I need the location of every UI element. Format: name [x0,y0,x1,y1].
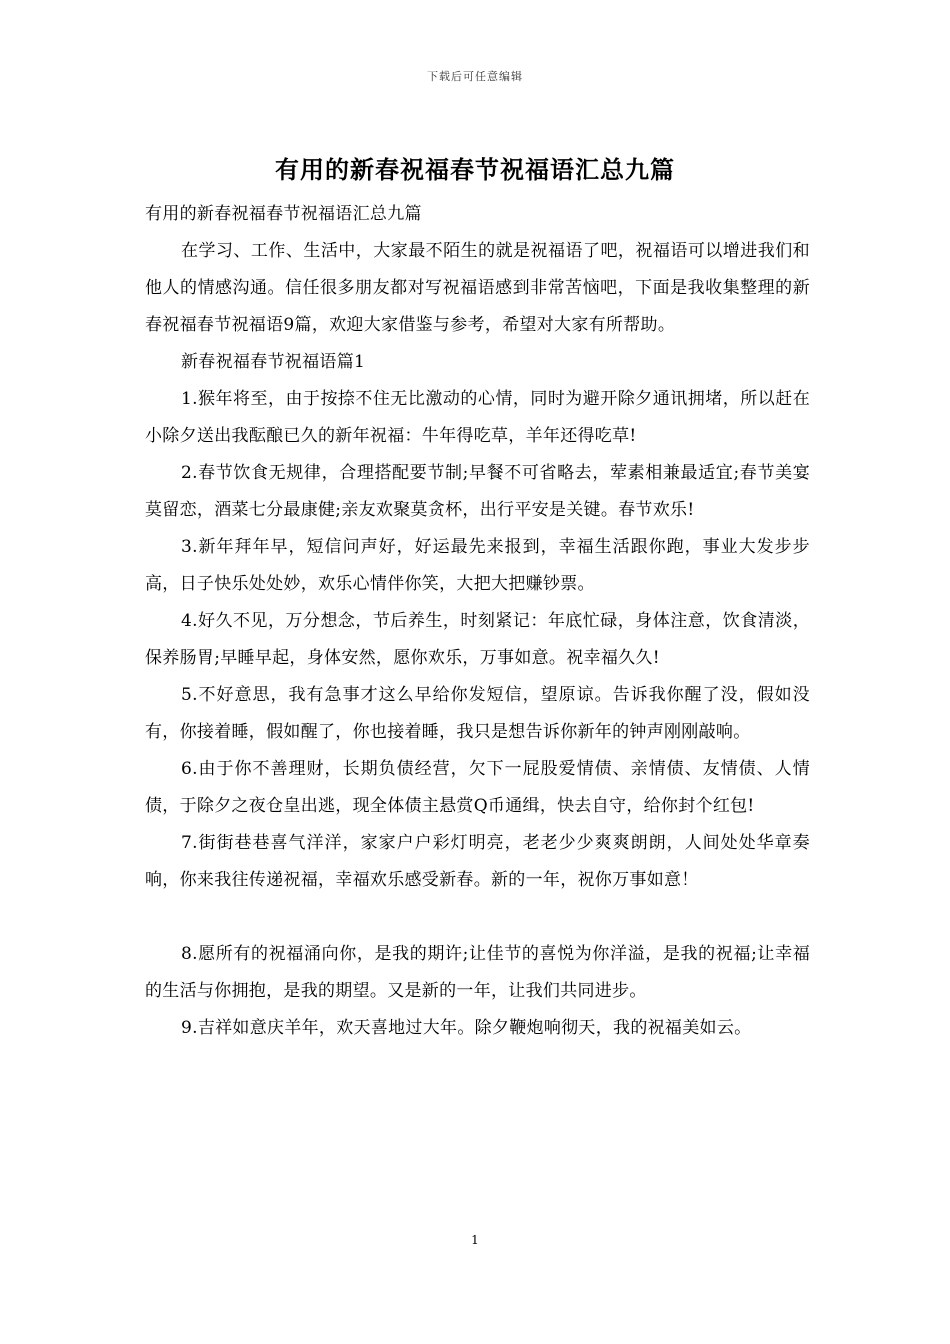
list-item: 2.春节饮食无规律，合理搭配要节制;早餐不可省略去，荤素相兼最适宜;春节美宴莫留恋，酒菜七分最康健;亲友欢聚莫贪杯，出行平安是关键。春节欢乐! [145,463,810,520]
section-heading: 新春祝福春节祝福语篇1 [181,352,366,372]
list-item: 1.猴年将至，由于按捺不住无比激动的心情，同时为避开除夕通讯拥堵，所以赶在小除夕送出我酝酿已久的新年祝福：牛年得吃草，羊年还得吃草! [145,389,810,446]
document-subtitle: 有用的新春祝福春节祝福语汇总九篇 [145,204,422,224]
blank-line [145,899,810,936]
list-item: 7.街街巷巷喜气洋洋，家家户户彩灯明亮，老老少少爽爽朗朗，人间处处华章奏响，你来我往传递祝福，幸福欢乐感受新春。新的一年，祝你万事如意！ [145,833,810,890]
header-note: 下载后可任意编辑 [427,70,523,83]
page-number: 1 [471,1233,479,1247]
list-item: 9.吉祥如意庆羊年，欢天喜地过大年。除夕鞭炮响彻天，我的祝福美如云。 [181,1018,752,1038]
document-title: 有用的新春祝福春节祝福语汇总九篇 [275,155,675,184]
list-item: 5.不好意思，我有急事才这么早给你发短信，望原谅。告诉我你醒了没，假如没有，你接着睡，假如醒了，你也接着睡，我只是想告诉你新年的钟声刚刚敲响。 [145,685,810,742]
list-item: 4.好久不见，万分想念，节后养生，时刻紧记：年底忙碌，身体注意，饮食清淡，保养肠胃;早睡早起，身体安然，愿你欢乐，万事如意。祝幸福久久! [145,611,810,668]
document-body [145,196,810,1047]
list-item: 8.愿所有的祝福涌向你，是我的期许;让佳节的喜悦为你洋溢，是我的祝福;让幸福的生活与你拥抱，是我的期望。又是新的一年，让我们共同进步。 [145,944,810,1001]
list-item: 3.新年拜年早，短信问声好，好运最先来报到，幸福生活跟你跑，事业大发步步高，日子快乐处处妙，欢乐心情伴你笑，大把大把赚钞票。 [145,537,810,594]
list-item: 6.由于你不善理财，长期负债经营，欠下一屁股爱情债、亲情债、友情债、人情债，于除夕之夜仓皇出逃，现全体债主悬赏Q币通缉，快去自守，给你封个红包! [145,759,810,816]
intro-paragraph: 在学习、工作、生活中，大家最不陌生的就是祝福语了吧，祝福语可以增进我们和他人的情感沟通。信任很多朋友都对写祝福语感到非常苦恼吧，下面是我收集整理的新春祝福春节祝福语9篇，欢迎大家借鉴与参考，希望对大家有所帮助。 [145,241,810,335]
